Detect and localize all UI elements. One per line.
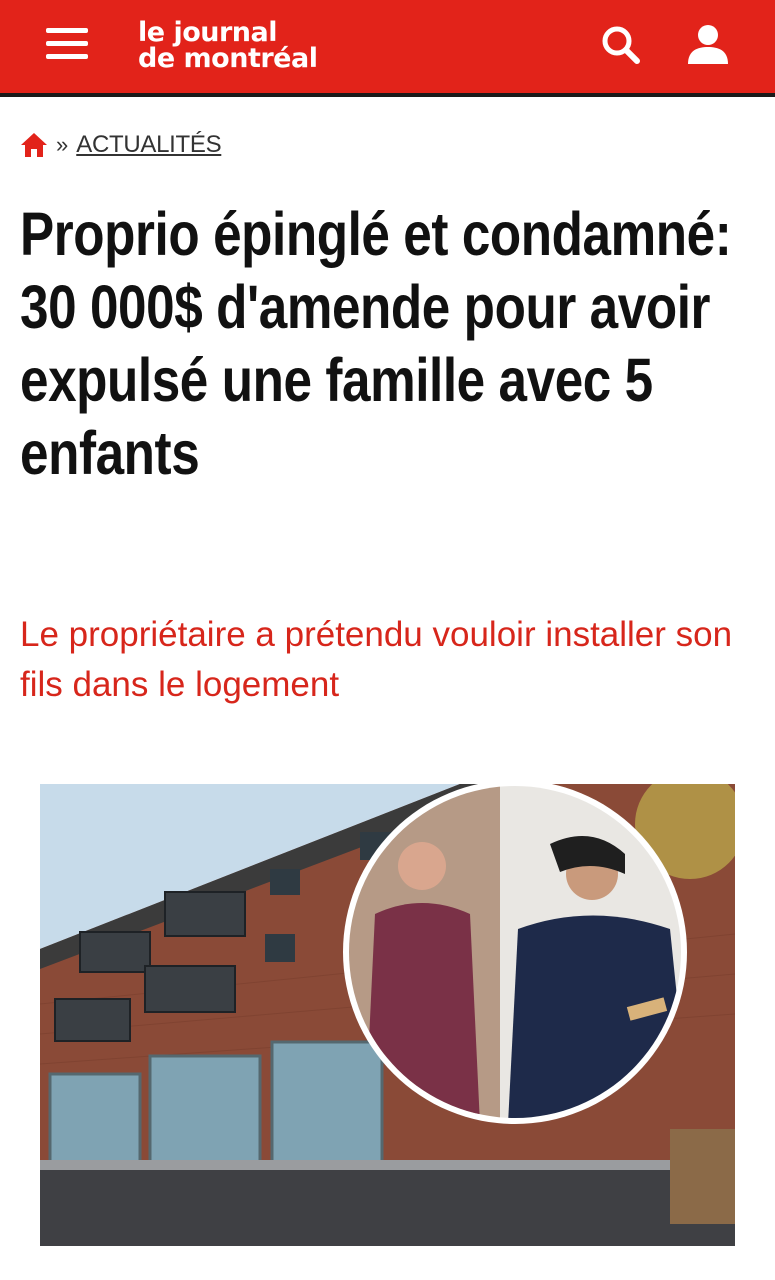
breadcrumb-section-link[interactable]: ACTUALITÉS: [76, 131, 222, 158]
user-icon[interactable]: [686, 22, 730, 66]
article-hero-image[interactable]: [40, 784, 735, 1246]
article-subtitle: Le propriétaire a prétendu vouloir installer son fils dans le logement: [20, 615, 733, 704]
logo-line-1: le journal: [138, 17, 278, 48]
menu-icon[interactable]: [46, 26, 88, 62]
top-bar: [0, 0, 775, 97]
article-headline: Proprio épinglé et condamné: 30 000$ d'amende pour avoir expulsé une famille avec 5 enfants: [20, 200, 732, 487]
search-icon[interactable]: [600, 24, 642, 66]
breadcrumb: [20, 130, 221, 160]
breadcrumb-separator: »: [56, 132, 69, 157]
site-logo[interactable]: [138, 17, 318, 74]
logo-line-2: de montréal: [138, 43, 318, 74]
home-icon[interactable]: [20, 132, 48, 158]
